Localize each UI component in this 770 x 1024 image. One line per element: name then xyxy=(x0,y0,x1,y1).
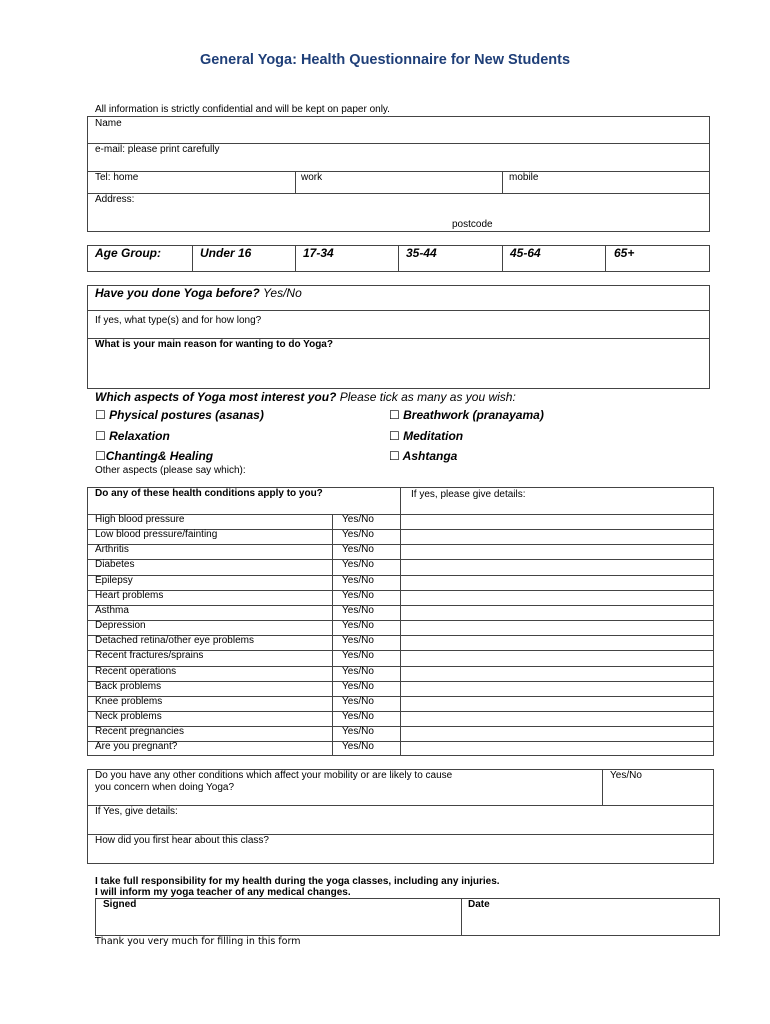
condition-answer[interactable]: Yes/No xyxy=(342,604,374,616)
aspect-ashtanga[interactable]: ☐ Ashtanga xyxy=(389,449,458,463)
condition-answer[interactable]: Yes/No xyxy=(342,680,374,692)
age-option-35-44[interactable]: 35-44 xyxy=(406,246,437,260)
yoga-reason-field[interactable]: What is your main reason for wanting to do Yoga? xyxy=(95,339,333,350)
condition-label: Arthritis xyxy=(95,544,129,556)
condition-answer[interactable]: Yes/No xyxy=(342,544,374,556)
condition-label: Heart problems xyxy=(95,589,164,601)
aspect-chanting-healing[interactable]: ☐Chanting& Healing xyxy=(95,449,214,463)
row-divider xyxy=(88,681,713,682)
confidential-note: All information is strictly confidential and will be kept on paper only. xyxy=(95,104,390,115)
condition-answer[interactable]: Yes/No xyxy=(342,620,374,632)
checkbox-icon[interactable]: ☐ xyxy=(95,429,106,443)
condition-label: Are you pregnant? xyxy=(95,741,178,753)
done-yoga-answer[interactable]: Yes/No xyxy=(263,286,302,300)
condition-answer[interactable]: Yes/No xyxy=(342,635,374,647)
condition-label: Knee problems xyxy=(95,695,163,707)
hear-about-class-field[interactable]: How did you first hear about this class? xyxy=(95,835,269,846)
other-conditions-question-line2: you concern when doing Yoga? xyxy=(95,782,235,793)
age-group-label: Age Group: xyxy=(95,246,161,260)
condition-label: Recent pregnancies xyxy=(95,726,184,738)
condition-answer[interactable]: Yes/No xyxy=(342,574,374,586)
other-aspects-field[interactable]: Other aspects (please say which): xyxy=(95,465,246,476)
health-conditions-table xyxy=(87,487,714,756)
postcode-field[interactable]: postcode xyxy=(452,219,493,230)
condition-answer[interactable]: Yes/No xyxy=(342,559,374,571)
checkbox-icon[interactable]: ☐ xyxy=(95,449,106,463)
yoga-types-field[interactable]: If yes, what type(s) and for how long? xyxy=(95,315,262,326)
condition-answer[interactable]: Yes/No xyxy=(342,710,374,722)
contact-section xyxy=(87,116,710,232)
checkbox-icon[interactable]: ☐ xyxy=(389,408,400,422)
page-title: General Yoga: Health Questionnaire for New Students xyxy=(199,52,571,68)
condition-label: Back problems xyxy=(95,680,162,692)
other-conditions-question-line1: Do you have any other conditions which affect your mobility or are likely to cause xyxy=(95,770,453,781)
aspect-meditation[interactable]: ☐ Meditation xyxy=(389,429,464,443)
condition-answer[interactable]: Yes/No xyxy=(342,741,374,753)
age-option-65-plus[interactable]: 65+ xyxy=(614,246,635,260)
yoga-experience-section xyxy=(87,285,710,389)
row-divider xyxy=(88,559,713,560)
row-divider xyxy=(88,575,713,576)
name-field[interactable]: Name xyxy=(95,118,122,129)
row-divider xyxy=(88,620,713,621)
aspect-relaxation[interactable]: ☐ Relaxation xyxy=(95,429,170,443)
row-divider xyxy=(88,711,713,712)
condition-answer[interactable]: Yes/No xyxy=(342,514,374,525)
declaration-line-1: I take full responsibility for my health during the yoga classes, including any injuries. xyxy=(95,876,500,887)
condition-label: High blood pressure xyxy=(95,514,185,525)
condition-answer[interactable]: Yes/No xyxy=(342,695,374,707)
tel-mobile-field[interactable]: mobile xyxy=(509,172,539,183)
done-yoga-question[interactable] xyxy=(95,286,302,300)
thank-you-note: Thank you very much for filling in this form xyxy=(95,936,301,947)
signed-field[interactable]: Signed xyxy=(103,899,137,910)
tel-work-field[interactable]: work xyxy=(301,172,323,183)
condition-label: Detached retina/other eye problems xyxy=(95,635,254,647)
condition-answer[interactable]: Yes/No xyxy=(342,589,374,601)
aspects-question: Which aspects of Yoga most interest you? Please tick as many as you wish: xyxy=(95,390,516,404)
row-divider xyxy=(88,590,713,591)
condition-label: Recent fractures/sprains xyxy=(95,650,204,662)
signature-row xyxy=(95,898,720,936)
age-option-45-64[interactable]: 45-64 xyxy=(510,246,541,260)
health-details-header: If yes, please give details: xyxy=(411,489,526,500)
checkbox-icon[interactable]: ☐ xyxy=(389,429,400,443)
checkbox-icon[interactable]: ☐ xyxy=(389,449,400,463)
tel-home-field[interactable]: Tel: home xyxy=(95,172,139,183)
address-field[interactable]: Address: xyxy=(95,194,135,205)
checkbox-icon[interactable]: ☐ xyxy=(95,408,106,422)
other-conditions-details-field[interactable]: If Yes, give details: xyxy=(95,806,178,817)
row-divider xyxy=(88,741,713,742)
condition-label: Diabetes xyxy=(95,559,135,571)
health-header: Do any of these health conditions apply to you? xyxy=(95,488,323,499)
row-divider xyxy=(88,696,713,697)
date-field[interactable]: Date xyxy=(468,899,490,910)
aspect-physical-postures[interactable]: ☐ Physical postures (asanas) xyxy=(95,408,264,422)
condition-answer[interactable]: Yes/No xyxy=(342,650,374,662)
age-option-17-34[interactable]: 17-34 xyxy=(303,246,334,260)
condition-label: Depression xyxy=(95,620,146,632)
aspect-breathwork[interactable]: ☐ Breathwork (pranayama) xyxy=(389,408,544,422)
email-field[interactable]: e-mail: please print carefully xyxy=(95,144,220,155)
condition-label: Low blood pressure/fainting xyxy=(95,529,218,541)
condition-label: Recent operations xyxy=(95,665,177,677)
done-yoga-label: Have you done Yoga before? xyxy=(95,286,260,300)
other-conditions-answer[interactable]: Yes/No xyxy=(610,770,642,781)
condition-answer[interactable]: Yes/No xyxy=(342,726,374,738)
row-divider xyxy=(88,605,713,606)
row-divider xyxy=(88,666,713,667)
row-divider xyxy=(88,544,713,545)
condition-label: Epilepsy xyxy=(95,574,133,586)
condition-answer[interactable]: Yes/No xyxy=(342,529,374,541)
declaration-line-2: I will inform my yoga teacher of any medical changes. xyxy=(95,887,351,898)
condition-answer[interactable]: Yes/No xyxy=(342,665,374,677)
condition-label: Neck problems xyxy=(95,710,162,722)
age-option-under-16[interactable]: Under 16 xyxy=(200,246,252,260)
condition-label: Asthma xyxy=(95,604,129,616)
